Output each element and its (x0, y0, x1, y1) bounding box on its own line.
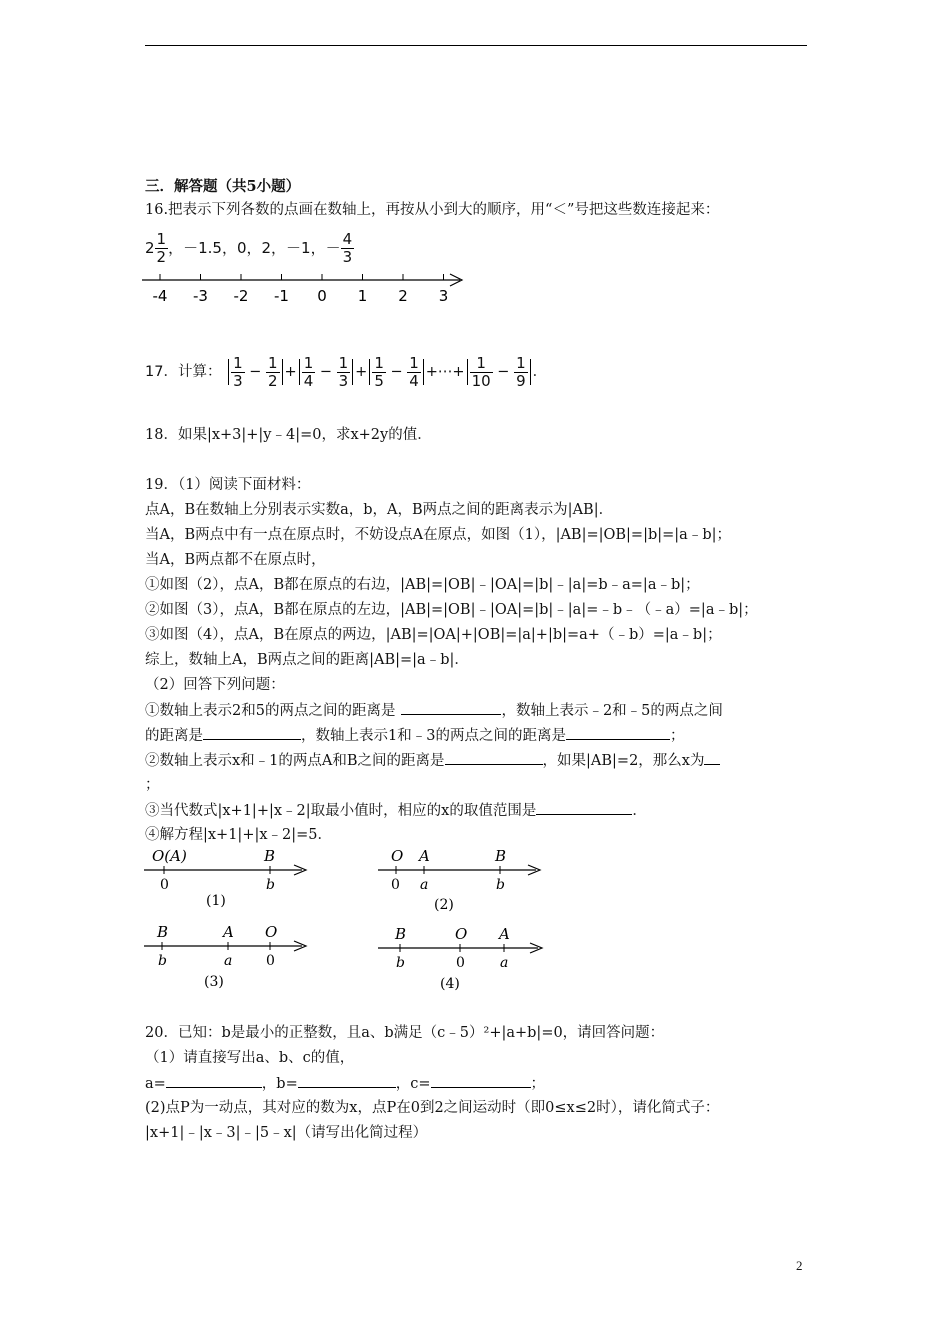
fig4-label-a: A (499, 925, 510, 943)
q19-line-1: 19．（1）阅读下面材料： (145, 477, 311, 493)
fig4-caption: (4) (440, 976, 460, 992)
q19-line-3: 当A，B两点中有一点在原点时，不妨设点A在原点，如图（1），|AB|=|OB|=|b|=|a﹣b|； (145, 527, 731, 543)
q17-label: 17．计算： (145, 364, 222, 380)
q20-line-5: |x+1|﹣|x﹣3|﹣|5﹣x|（请写出化简过程） (145, 1125, 428, 1141)
q18-text: 18．如果|x+3|+|y﹣4|=0，求x+2y的值． (145, 427, 432, 443)
q20-line-3: a= ，b= ，c= ； (145, 1073, 545, 1094)
q17-plus: + (355, 364, 368, 380)
q17-fraction: $\frac{1}{3}$ (233, 353, 243, 390)
q17-minus: − (385, 364, 408, 380)
q19-line-9: （2）回答下列问题： (145, 677, 285, 693)
fig4-label-b: B (395, 925, 407, 943)
q17-abs-bar (423, 359, 424, 385)
q20-line-1: 20．已知：b是最小的正整数，且a、b满足（c﹣5）²+|a+b|=0，请回答问题： (145, 1025, 665, 1041)
q17-fraction: $\frac{1}{9}$ (516, 353, 526, 390)
q20-line-4: (2)点P为一动点，其对应的数为x，点P在0到2之间运动时（即0≤x≤2时），请化简式子： (145, 1100, 720, 1116)
q17-fraction: $\frac{1}{2}$ (267, 353, 278, 390)
q17-abs-bar (530, 359, 531, 385)
fig4-value-a: a (500, 955, 509, 971)
answer-blank-a[interactable] (166, 1073, 262, 1088)
answer-blank-4[interactable] (445, 750, 543, 765)
q17-fraction: $\frac{1}{4}$ (409, 353, 419, 390)
q16-n2-fraction: $\frac{4}{3}$ (342, 230, 353, 266)
figure-4 (374, 922, 554, 994)
q20-line-2: （1）请直接写出a、b、c的值， (145, 1050, 355, 1066)
answer-blank-2[interactable] (203, 725, 301, 740)
q17-end: ． (532, 364, 548, 380)
q16-tick-label: 0 (317, 287, 327, 305)
fig1-caption: (1) (206, 893, 226, 909)
q17-fraction: $\frac{1}{10}$ (471, 353, 491, 390)
fig2-label-b: B (495, 847, 507, 865)
q19-line-15: ④解方程|x+1|+|x﹣2|=5． (145, 827, 333, 843)
q19-line-5: ①如图（2），点A，B都在原点的右边，|AB|=|OB|﹣|OA|=|b|﹣|a|=b﹣a=|a﹣b|； (145, 577, 700, 593)
fig2-value-b: b (496, 877, 505, 893)
q17-plus: + (284, 364, 297, 380)
q17-expression (145, 352, 547, 392)
q19-line-11: 的距离是 ，数轴上表示1和﹣3的两点之间的距离是 ； (145, 725, 684, 746)
q17-abs-bar (369, 359, 370, 385)
answer-blank-5[interactable] (704, 750, 720, 765)
q17-abs-bar (282, 359, 283, 385)
figure-1 (140, 845, 320, 913)
q17-fraction: $\frac{1}{4}$ (303, 353, 314, 390)
q16-tick-label: -2 (233, 287, 249, 305)
page-number: 2 (796, 1258, 803, 1273)
q16-tick-label: -4 (152, 287, 168, 305)
q17-abs-bar (467, 359, 468, 385)
answer-blank-c[interactable] (431, 1073, 531, 1088)
answer-blank-6[interactable] (536, 800, 632, 815)
q16-number-list (145, 228, 354, 268)
fig2-value-0: 0 (391, 877, 400, 893)
fig3-label-o: O (265, 923, 278, 941)
fig2-label-a: A (419, 847, 430, 865)
fig4-value-b: b (396, 955, 405, 971)
q19-line-7: ③如图（4），点A，B在原点的两边，|AB|=|OA|+|OB|=|a|+|b|=a+（﹣b）=|a﹣b|； (145, 627, 722, 643)
fig3-caption: (3) (204, 974, 224, 990)
q19-line-4: 当A，B两点都不在原点时， (145, 552, 326, 568)
fig3-value-b: b (158, 953, 167, 969)
q17-abs-bar (299, 359, 300, 385)
q19-line-14: ③当代数式|x+1|+|x﹣2|取最小值时，相应的x的取值范围是 ． (145, 800, 647, 821)
q16-tick-label: 2 (398, 287, 408, 305)
q17-ellipsis: +⋯+ (425, 364, 465, 380)
figure-2 (374, 845, 554, 913)
fig3-label-a: A (223, 923, 234, 941)
q17-minus: − (315, 364, 337, 380)
answer-blank-1[interactable] (401, 700, 501, 715)
section-title: 三．解答题（共5小题） (145, 178, 301, 195)
q16-list-middle: ，－1.5，0，2，－1，－ (168, 239, 341, 257)
fig1-value-0: 0 (160, 877, 169, 893)
q16-n1-fraction: $\frac{1}{2}$ (156, 230, 167, 266)
answer-blank-3[interactable] (566, 725, 670, 740)
fig3-label-b: B (157, 923, 169, 941)
q16-text: 16.把表示下列各数的点画在数轴上，再按从小到大的顺序，用“＜”号把这些数连接起来： (145, 202, 720, 218)
q17-fraction: $\frac{1}{3}$ (338, 353, 349, 390)
q16-tick-label: -1 (274, 287, 289, 305)
q17-minus: − (492, 364, 515, 380)
q19-line-13: ； (145, 777, 160, 793)
fig3-value-a: a (224, 953, 233, 969)
q17-abs-bar (352, 359, 353, 385)
q19-line-12: ②数轴上表示x和﹣1的两点A和B之间的距离是 ，如果|AB|=2，那么x为 (145, 750, 720, 771)
q16-tick-label: 3 (438, 287, 449, 305)
figure-3 (140, 920, 320, 992)
q19-line-6: ②如图（3），点A，B都在原点的左边，|AB|=|OB|﹣|OA|=|b|﹣|a|=﹣b﹣（﹣a）=|a﹣b|； (145, 602, 758, 618)
q16-n1-whole: 2 (145, 239, 155, 257)
fig1-label-b: B (264, 847, 276, 865)
q19-line-8: 综上，数轴上A，B两点之间的距离|AB|=|a﹣b|． (145, 652, 469, 668)
q17-minus: − (244, 364, 266, 380)
fig1-label-oa: O(A) (152, 847, 187, 865)
fig4-label-o: O (455, 925, 468, 943)
fig2-value-a: a (420, 877, 429, 893)
fig3-value-0: 0 (266, 953, 275, 969)
fig2-label-o: O (391, 847, 404, 865)
q19-line-10: ①数轴上表示2和5的两点之间的距离是 ，数轴上表示﹣2和﹣5的两点之间 (145, 700, 723, 721)
q16-number-line (140, 268, 470, 308)
q16-tick-label: 1 (357, 287, 368, 305)
q17-fraction: $\frac{1}{5}$ (374, 353, 384, 390)
q16-tick-label: -3 (193, 287, 208, 305)
q19-line-2: 点A，B在数轴上分别表示实数a，b，A，B两点之间的距离表示为|AB|． (145, 502, 614, 518)
answer-blank-b[interactable] (298, 1073, 396, 1088)
fig1-value-b: b (266, 877, 275, 893)
q17-abs-bar (228, 359, 229, 385)
header-rule (145, 45, 807, 46)
fig2-caption: (2) (434, 897, 454, 913)
fig4-value-0: 0 (456, 955, 465, 971)
